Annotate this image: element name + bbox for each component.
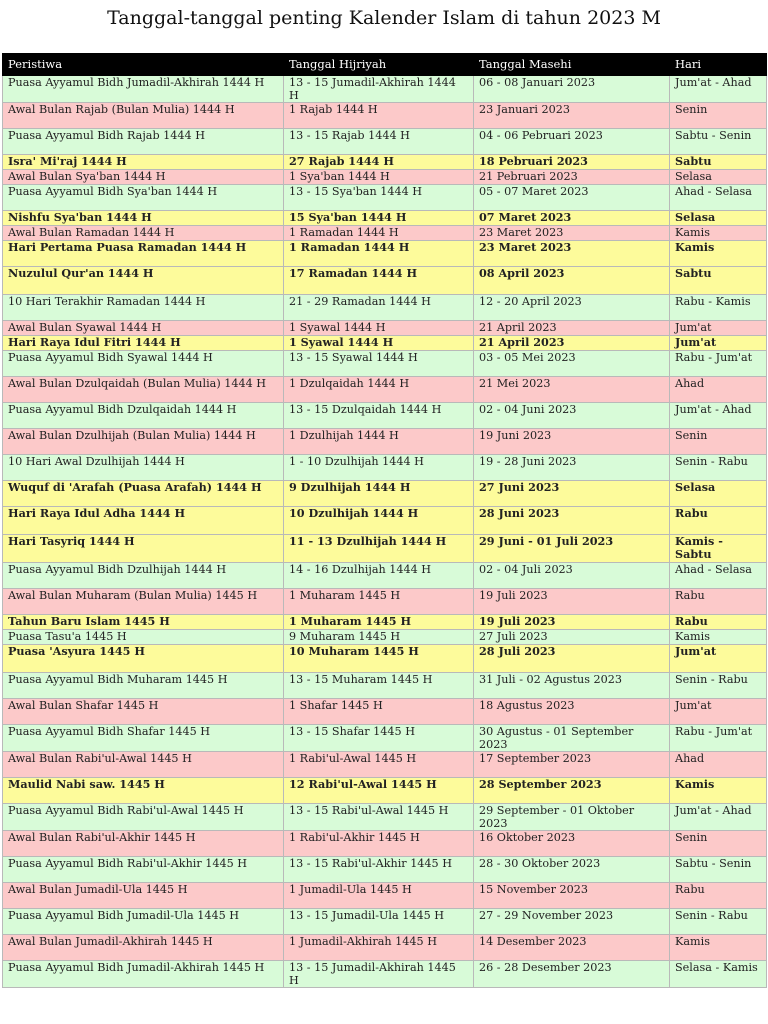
cell-hijri-date: 17 Ramadan 1444 H bbox=[284, 267, 474, 295]
cell-gregorian-date: 19 Juni 2023 bbox=[474, 429, 670, 455]
cell-event: Hari Tasyriq 1444 H bbox=[3, 535, 284, 563]
cell-event: Awal Bulan Rabi'ul-Awal 1445 H bbox=[3, 752, 284, 778]
cell-day: Senin bbox=[670, 103, 767, 129]
cell-day: Jum'at bbox=[670, 645, 767, 673]
header-event: Peristiwa bbox=[3, 54, 284, 76]
table-row bbox=[3, 211, 767, 226]
cell-hijri-date: 1 Jumadil-Akhirah 1445 H bbox=[284, 935, 474, 961]
table-row bbox=[3, 699, 767, 725]
cell-day: Rabu - Jum'at bbox=[670, 351, 767, 377]
cell-event: Awal Bulan Syawal 1444 H bbox=[3, 321, 284, 336]
cell-day: Ahad bbox=[670, 377, 767, 403]
table-row bbox=[3, 170, 767, 185]
cell-day: Ahad - Selasa bbox=[670, 185, 767, 211]
cell-day: Kamis - Sabtu bbox=[670, 535, 767, 563]
cell-gregorian-date: 31 Juli - 02 Agustus 2023 bbox=[474, 673, 670, 699]
table-row bbox=[3, 831, 767, 857]
table-row bbox=[3, 909, 767, 935]
cell-day: Rabu bbox=[670, 589, 767, 615]
cell-event: Hari Raya Idul Adha 1444 H bbox=[3, 507, 284, 535]
cell-event: Awal Bulan Rajab (Bulan Mulia) 1444 H bbox=[3, 103, 284, 129]
table-row bbox=[3, 103, 767, 129]
cell-day: Selasa bbox=[670, 481, 767, 507]
cell-hijri-date: 13 - 15 Syawal 1444 H bbox=[284, 351, 474, 377]
cell-gregorian-date: 18 Agustus 2023 bbox=[474, 699, 670, 725]
cell-event: Puasa Tasu'a 1445 H bbox=[3, 630, 284, 645]
table-row bbox=[3, 267, 767, 295]
cell-event: Nishfu Sya'ban 1444 H bbox=[3, 211, 284, 226]
cell-gregorian-date: 02 - 04 Juni 2023 bbox=[474, 403, 670, 429]
table-row bbox=[3, 535, 767, 563]
page-title: Tanggal-tanggal penting Kalender Islam di tahun 2023 M bbox=[107, 7, 661, 29]
cell-event: Nuzulul Qur'an 1444 H bbox=[3, 267, 284, 295]
table-row bbox=[3, 961, 767, 988]
cell-day: Jum'at bbox=[670, 336, 767, 351]
cell-gregorian-date: 28 September 2023 bbox=[474, 778, 670, 804]
cell-day: Senin - Rabu bbox=[670, 455, 767, 481]
cell-hijri-date: 13 - 15 Sya'ban 1444 H bbox=[284, 185, 474, 211]
cell-day: Jum'at - Ahad bbox=[670, 804, 767, 831]
cell-gregorian-date: 16 Oktober 2023 bbox=[474, 831, 670, 857]
cell-gregorian-date: 05 - 07 Maret 2023 bbox=[474, 185, 670, 211]
cell-event: Puasa Ayyamul Bidh Rajab 1444 H bbox=[3, 129, 284, 155]
cell-event: Puasa Ayyamul Bidh Muharam 1445 H bbox=[3, 673, 284, 699]
cell-event: Maulid Nabi saw. 1445 H bbox=[3, 778, 284, 804]
cell-event: Puasa Ayyamul Bidh Syawal 1444 H bbox=[3, 351, 284, 377]
table-row bbox=[3, 351, 767, 377]
header-hijri-date: Tanggal Hijriyah bbox=[284, 54, 474, 76]
table-row bbox=[3, 935, 767, 961]
cell-hijri-date: 9 Muharam 1445 H bbox=[284, 630, 474, 645]
cell-day: Sabtu - Senin bbox=[670, 857, 767, 883]
cell-hijri-date: 14 - 16 Dzulhijah 1444 H bbox=[284, 563, 474, 589]
cell-hijri-date: 1 Muharam 1445 H bbox=[284, 589, 474, 615]
table-row bbox=[3, 295, 767, 321]
cell-event: 10 Hari Terakhir Ramadan 1444 H bbox=[3, 295, 284, 321]
cell-day: Sabtu bbox=[670, 155, 767, 170]
cell-hijri-date: 1 Sya'ban 1444 H bbox=[284, 170, 474, 185]
cell-event: Hari Raya Idul Fitri 1444 H bbox=[3, 336, 284, 351]
cell-event: Puasa Ayyamul Bidh Jumadil-Akhirah 1445 H bbox=[3, 961, 284, 988]
cell-hijri-date: 1 Shafar 1445 H bbox=[284, 699, 474, 725]
header-day: Hari bbox=[670, 54, 767, 76]
table-header-row bbox=[3, 54, 767, 76]
cell-day: Ahad bbox=[670, 752, 767, 778]
cell-hijri-date: 1 - 10 Dzulhijah 1444 H bbox=[284, 455, 474, 481]
cell-hijri-date: 13 - 15 Jumadil-Ula 1445 H bbox=[284, 909, 474, 935]
table-row bbox=[3, 241, 767, 267]
table-row bbox=[3, 725, 767, 752]
cell-event: Awal Bulan Shafar 1445 H bbox=[3, 699, 284, 725]
table-row bbox=[3, 429, 767, 455]
cell-hijri-date: 1 Rabi'ul-Awal 1445 H bbox=[284, 752, 474, 778]
cell-hijri-date: 1 Syawal 1444 H bbox=[284, 336, 474, 351]
cell-hijri-date: 13 - 15 Jumadil-Akhirah 1444 H bbox=[284, 76, 474, 103]
cell-hijri-date: 13 - 15 Jumadil-Akhirah 1445 H bbox=[284, 961, 474, 988]
cell-event: Puasa Ayyamul Bidh Shafar 1445 H bbox=[3, 725, 284, 752]
cell-gregorian-date: 21 Pebruari 2023 bbox=[474, 170, 670, 185]
cell-day: Rabu - Kamis bbox=[670, 295, 767, 321]
cell-hijri-date: 10 Dzulhijah 1444 H bbox=[284, 507, 474, 535]
cell-day: Jum'at - Ahad bbox=[670, 76, 767, 103]
cell-event: Awal Bulan Dzulqaidah (Bulan Mulia) 1444 H bbox=[3, 377, 284, 403]
cell-day: Sabtu - Senin bbox=[670, 129, 767, 155]
cell-event: Puasa Ayyamul Bidh Jumadil-Akhirah 1444 H bbox=[3, 76, 284, 103]
cell-day: Rabu bbox=[670, 615, 767, 630]
cell-hijri-date: 1 Rabi'ul-Akhir 1445 H bbox=[284, 831, 474, 857]
cell-hijri-date: 1 Dzulqaidah 1444 H bbox=[284, 377, 474, 403]
cell-event: Wuquf di 'Arafah (Puasa Arafah) 1444 H bbox=[3, 481, 284, 507]
cell-event: Tahun Baru Islam 1445 H bbox=[3, 615, 284, 630]
cell-day: Selasa bbox=[670, 211, 767, 226]
cell-hijri-date: 13 - 15 Rajab 1444 H bbox=[284, 129, 474, 155]
cell-day: Senin - Rabu bbox=[670, 673, 767, 699]
cell-gregorian-date: 17 September 2023 bbox=[474, 752, 670, 778]
cell-gregorian-date: 27 Juli 2023 bbox=[474, 630, 670, 645]
cell-event: Awal Bulan Rabi'ul-Akhir 1445 H bbox=[3, 831, 284, 857]
cell-event: Puasa Ayyamul Bidh Dzulhijah 1444 H bbox=[3, 563, 284, 589]
table-row bbox=[3, 563, 767, 589]
table-row bbox=[3, 615, 767, 630]
cell-hijri-date: 1 Syawal 1444 H bbox=[284, 321, 474, 336]
cell-event: Awal Bulan Dzulhijah (Bulan Mulia) 1444 H bbox=[3, 429, 284, 455]
cell-hijri-date: 12 Rabi'ul-Awal 1445 H bbox=[284, 778, 474, 804]
cell-gregorian-date: 21 April 2023 bbox=[474, 321, 670, 336]
cell-day: Selasa bbox=[670, 170, 767, 185]
cell-gregorian-date: 18 Pebruari 2023 bbox=[474, 155, 670, 170]
cell-gregorian-date: 28 Juli 2023 bbox=[474, 645, 670, 673]
cell-gregorian-date: 07 Maret 2023 bbox=[474, 211, 670, 226]
cell-gregorian-date: 19 - 28 Juni 2023 bbox=[474, 455, 670, 481]
table-row bbox=[3, 76, 767, 103]
cell-gregorian-date: 26 - 28 Desember 2023 bbox=[474, 961, 670, 988]
cell-hijri-date: 27 Rajab 1444 H bbox=[284, 155, 474, 170]
cell-hijri-date: 1 Dzulhijah 1444 H bbox=[284, 429, 474, 455]
table-row bbox=[3, 155, 767, 170]
table-row bbox=[3, 752, 767, 778]
cell-gregorian-date: 29 September - 01 Oktober 2023 bbox=[474, 804, 670, 831]
cell-day: Ahad - Selasa bbox=[670, 563, 767, 589]
cell-day: Selasa - Kamis bbox=[670, 961, 767, 988]
cell-day: Jum'at bbox=[670, 321, 767, 336]
table-row bbox=[3, 455, 767, 481]
cell-day: Senin - Rabu bbox=[670, 909, 767, 935]
cell-gregorian-date: 28 - 30 Oktober 2023 bbox=[474, 857, 670, 883]
cell-hijri-date: 1 Rajab 1444 H bbox=[284, 103, 474, 129]
cell-hijri-date: 13 - 15 Shafar 1445 H bbox=[284, 725, 474, 752]
cell-event: Puasa Ayyamul Bidh Rabi'ul-Akhir 1445 H bbox=[3, 857, 284, 883]
cell-event: Hari Pertama Puasa Ramadan 1444 H bbox=[3, 241, 284, 267]
cell-gregorian-date: 21 April 2023 bbox=[474, 336, 670, 351]
table-row bbox=[3, 129, 767, 155]
cell-gregorian-date: 28 Juni 2023 bbox=[474, 507, 670, 535]
table-row bbox=[3, 507, 767, 535]
cell-event: Awal Bulan Ramadan 1444 H bbox=[3, 226, 284, 241]
table-row bbox=[3, 804, 767, 831]
cell-hijri-date: 21 - 29 Ramadan 1444 H bbox=[284, 295, 474, 321]
table-row bbox=[3, 321, 767, 336]
cell-hijri-date: 9 Dzulhijah 1444 H bbox=[284, 481, 474, 507]
cell-day: Kamis bbox=[670, 935, 767, 961]
cell-gregorian-date: 19 Juli 2023 bbox=[474, 589, 670, 615]
cell-gregorian-date: 21 Mei 2023 bbox=[474, 377, 670, 403]
cell-event: 10 Hari Awal Dzulhijah 1444 H bbox=[3, 455, 284, 481]
cell-event: Awal Bulan Sya'ban 1444 H bbox=[3, 170, 284, 185]
cell-event: Puasa Ayyamul Bidh Sya'ban 1444 H bbox=[3, 185, 284, 211]
cell-event: Isra' Mi'raj 1444 H bbox=[3, 155, 284, 170]
cell-hijri-date: 13 - 15 Dzulqaidah 1444 H bbox=[284, 403, 474, 429]
header-gregorian-date: Tanggal Masehi bbox=[474, 54, 670, 76]
cell-gregorian-date: 27 - 29 November 2023 bbox=[474, 909, 670, 935]
table-row bbox=[3, 403, 767, 429]
cell-day: Rabu bbox=[670, 883, 767, 909]
cell-event: Awal Bulan Jumadil-Ula 1445 H bbox=[3, 883, 284, 909]
cell-gregorian-date: 30 Agustus - 01 September 2023 bbox=[474, 725, 670, 752]
cell-gregorian-date: 04 - 06 Pebruari 2023 bbox=[474, 129, 670, 155]
cell-hijri-date: 11 - 13 Dzulhijah 1444 H bbox=[284, 535, 474, 563]
cell-gregorian-date: 06 - 08 Januari 2023 bbox=[474, 76, 670, 103]
table-row bbox=[3, 185, 767, 211]
table-row bbox=[3, 336, 767, 351]
table-row bbox=[3, 377, 767, 403]
cell-event: Puasa Ayyamul Bidh Jumadil-Ula 1445 H bbox=[3, 909, 284, 935]
cell-event: Awal Bulan Jumadil-Akhirah 1445 H bbox=[3, 935, 284, 961]
cell-day: Rabu bbox=[670, 507, 767, 535]
cell-gregorian-date: 29 Juni - 01 Juli 2023 bbox=[474, 535, 670, 563]
table-row bbox=[3, 481, 767, 507]
cell-event: Puasa Ayyamul Bidh Rabi'ul-Awal 1445 H bbox=[3, 804, 284, 831]
cell-event: Puasa Ayyamul Bidh Dzulqaidah 1444 H bbox=[3, 403, 284, 429]
table-row bbox=[3, 673, 767, 699]
cell-day: Kamis bbox=[670, 778, 767, 804]
table-body bbox=[3, 76, 767, 988]
table-row bbox=[3, 883, 767, 909]
cell-event: Awal Bulan Muharam (Bulan Mulia) 1445 H bbox=[3, 589, 284, 615]
table-row bbox=[3, 645, 767, 673]
cell-gregorian-date: 14 Desember 2023 bbox=[474, 935, 670, 961]
cell-day: Jum'at bbox=[670, 699, 767, 725]
cell-event: Puasa 'Asyura 1445 H bbox=[3, 645, 284, 673]
cell-hijri-date: 1 Ramadan 1444 H bbox=[284, 241, 474, 267]
cell-day: Senin bbox=[670, 831, 767, 857]
cell-hijri-date: 1 Jumadil-Ula 1445 H bbox=[284, 883, 474, 909]
cell-day: Kamis bbox=[670, 226, 767, 241]
cell-day: Kamis bbox=[670, 241, 767, 267]
cell-day: Rabu - Jum'at bbox=[670, 725, 767, 752]
table-row bbox=[3, 778, 767, 804]
cell-hijri-date: 13 - 15 Rabi'ul-Awal 1445 H bbox=[284, 804, 474, 831]
cell-day: Jum'at - Ahad bbox=[670, 403, 767, 429]
table-row bbox=[3, 589, 767, 615]
cell-hijri-date: 1 Ramadan 1444 H bbox=[284, 226, 474, 241]
cell-hijri-date: 1 Muharam 1445 H bbox=[284, 615, 474, 630]
calendar-table bbox=[2, 53, 767, 988]
table-row bbox=[3, 857, 767, 883]
cell-gregorian-date: 15 November 2023 bbox=[474, 883, 670, 909]
cell-gregorian-date: 03 - 05 Mei 2023 bbox=[474, 351, 670, 377]
table-row bbox=[3, 226, 767, 241]
cell-hijri-date: 10 Muharam 1445 H bbox=[284, 645, 474, 673]
cell-gregorian-date: 23 Maret 2023 bbox=[474, 226, 670, 241]
cell-day: Kamis bbox=[670, 630, 767, 645]
cell-day: Senin bbox=[670, 429, 767, 455]
cell-gregorian-date: 02 - 04 Juli 2023 bbox=[474, 563, 670, 589]
cell-day: Sabtu bbox=[670, 267, 767, 295]
cell-gregorian-date: 08 April 2023 bbox=[474, 267, 670, 295]
cell-gregorian-date: 27 Juni 2023 bbox=[474, 481, 670, 507]
cell-gregorian-date: 19 Juli 2023 bbox=[474, 615, 670, 630]
cell-hijri-date: 15 Sya'ban 1444 H bbox=[284, 211, 474, 226]
cell-gregorian-date: 23 Januari 2023 bbox=[474, 103, 670, 129]
table-row bbox=[3, 630, 767, 645]
cell-gregorian-date: 23 Maret 2023 bbox=[474, 241, 670, 267]
cell-hijri-date: 13 - 15 Rabi'ul-Akhir 1445 H bbox=[284, 857, 474, 883]
cell-gregorian-date: 12 - 20 April 2023 bbox=[474, 295, 670, 321]
cell-hijri-date: 13 - 15 Muharam 1445 H bbox=[284, 673, 474, 699]
